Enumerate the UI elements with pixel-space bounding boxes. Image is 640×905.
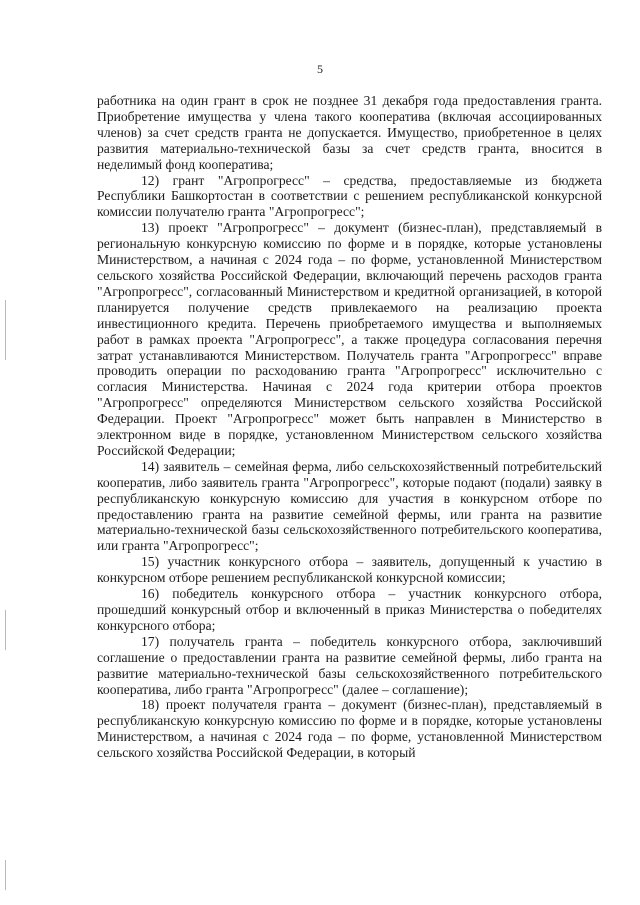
paragraph-item-15: 15) участник конкурсного отбора – заявитель, допущенный к участию в конкурсном отборе решением республиканской конкурсной комиссии; <box>97 554 602 586</box>
scan-edge-mark <box>5 610 6 650</box>
scan-edge-mark <box>5 860 6 890</box>
paragraph-item-13: 13) проект "Агропрогресс" – документ (бизнес-план), представляемый в региональную конкурсную комиссию по форме и в порядке, которые установлены Министерством, а начиная с 2024 года – по форме, установленной Министерством сельского хозяйства Российской Федерации, включающий перечень расходов гранта "Агропрогресс", согласованный Министерством и кредитной организацией, в которой планируется получение средств привлекаемого на реализацию проекта инвестиционного кредита. Перечень приобретаемого имущества и выполняемых работ в рамках проекта "Агропрогресс", а также процедура согласования перечня затрат устанавливаются Министерством. Получатель гранта "Агропрогресс" вправе проводить операции по расходованию гранта "Агропрогресс" исключительно с согласия Министерства. Начиная с 2024 года критерии отбора проектов "Агропрогресс" определяются Министерством сельского хозяйства Российской Федерации. Проект "Агропрогресс" может быть направлен в Министерство в электронном виде в порядке, установленном Министерством сельского хозяйства Российской Федерации; <box>97 220 602 458</box>
scan-edge-mark <box>5 300 6 360</box>
paragraph-continuation: работника на один грант в срок не позднее 31 декабря года предоставления гранта. Приобретение имущества у члена такого кооператива (включая ассоциированных членов) за счет средств гранта не допускается. Имущество, приобретенное в целях развития материально-технической базы за счет средств гранта, вносится в неделимый фонд кооператива; <box>97 93 602 172</box>
paragraph-item-18: 18) проект получателя гранта – документ (бизнес-план), представляемый в республиканскую конкурсную комиссию по форме и в порядке, которые установлены Министерством, а начиная с 2024 года – по форме, установленной Министерством сельского хозяйства Российской Федерации, в который <box>97 697 602 761</box>
paragraph-item-16: 16) победитель конкурсного отбора – участник конкурсного отбора, прошедший конкурсный отбор и включенный в приказ Министерства о победителях конкурсного отбора; <box>97 586 602 633</box>
page-number: 5 <box>317 62 323 76</box>
paragraph-item-12: 12) грант "Агропрогресс" – средства, предоставляемые из бюджета Республики Башкортостан в соответствии с решением республиканской конкурсной комиссии получателю гранта "Агропрогресс"; <box>97 172 602 220</box>
paragraph-item-14: 14) заявитель – семейная ферма, либо сельскохозяйственный потребительский кооператив, либо заявитель гранта "Агропрогресс", которые подают (подали) заявку в республиканскую конкурсную комиссию для участия в конкурсном отборе по предоставлению гранта на развитие семейной фермы, или гранта на развитие материально-технической базы сельскохозяйственного потребительского кооператива, или гранта "Агропрогресс"; <box>97 458 602 554</box>
document-body <box>97 93 602 761</box>
paragraph-item-17: 17) получатель гранта – победитель конкурсного отбора, заключивший соглашение о предоставлении гранта на развитие семейной фермы, либо гранта на развитие материально-технической базы сельскохозяйственного потребительского кооператива, либо гранта "Агропрогресс" (далее – соглашение); <box>97 633 602 697</box>
